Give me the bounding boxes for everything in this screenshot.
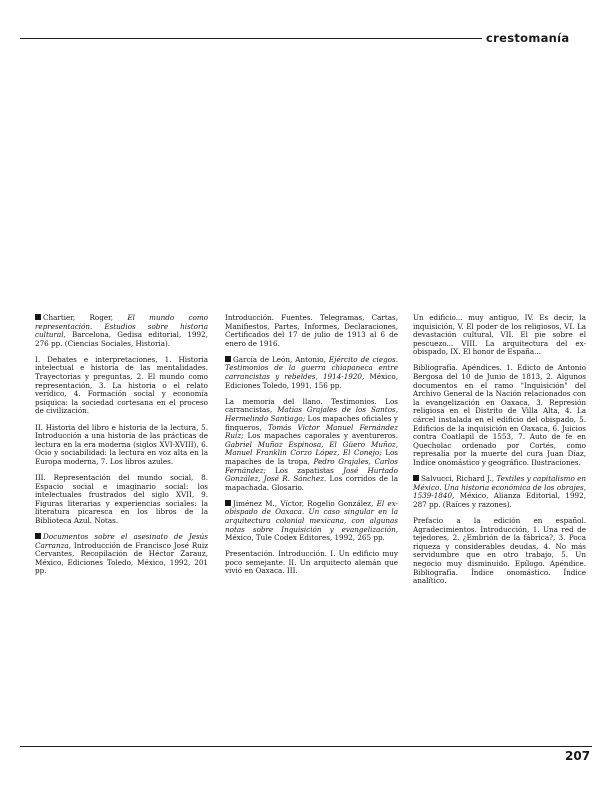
entry-title: Textiles y capitalismo en México. Una historia económica de los obrajes, 1539-1840, — [413, 474, 586, 501]
entry-contents — [225, 550, 398, 576]
entry-author: García de León, Antonio, — [233, 354, 326, 364]
entry-documentos — [35, 533, 208, 576]
entry-contents — [35, 474, 208, 526]
contents-text: Los mapaches oficiales y finqueros, — [225, 413, 398, 432]
entry-publication: Barcelona, Gedisa editorial, 1992, 276 pp. (Ciencias Sociales, Historia). — [35, 330, 208, 348]
contents-documentos: Introducción. Fuentes. Telegramas, Cartas, Manifiestos, Partes, Informes, Declaraciones, Certificados del 17 de julio de 1913 al 6 de enero de 1916. — [225, 313, 398, 348]
header-rule — [20, 38, 482, 39]
entry-contents — [35, 356, 208, 416]
contents-text: Los zapatistas — [275, 465, 334, 475]
entry-publication: Introducción de Francisco José Ruiz Cervantes, Recopilación de Héctor Zarauz, México, Ediciones Toledo, México, 1992, 201 pp. — [35, 540, 208, 576]
entry-citation — [35, 533, 208, 576]
entry-jimenez — [225, 500, 398, 543]
contents-names: Gabriel Muñoz Espinosa, El Güero Muñoz, Manuel Franklin Corzo López, El Conejo; — [225, 439, 398, 458]
bullet-square-icon — [35, 533, 41, 539]
contents-part-2: II. Historia del libro e historia de la lectura, 5. Introducción a una historia de las prácticas de lectura en la era moderna (siglos XVI-XVIII), 6. Ocio y sociabilidad: la lectura en voz alta en la Europa moderna, 7. Los libros azules. — [35, 422, 208, 466]
entry-author: Chartier, Roger, — [43, 313, 114, 322]
entry-publication: México, Ediciones Toledo, 1991, 156 pp. — [225, 372, 398, 390]
entry-title: Documentos sobre el asesinato de Jesús Carranza, — [35, 532, 208, 550]
entry-contents — [35, 424, 208, 467]
entry-contents — [413, 364, 586, 467]
bullet-square-icon — [35, 314, 41, 320]
contents-part-1: I. Debates e interpretaciones, 1. Historia intelectual e historia de las mentalidades. Trayectorias y preguntas, 2. El mundo como representación, 3. La historia o el relato verídico, 4. Formación social y economía psíquica: la sociedad cortesana en el proceso de civilización. — [35, 354, 208, 416]
entry-title: El mundo como representación. Estudios sobre historia cultural, — [35, 313, 208, 340]
entry-author: Salvucci, Richard J., — [421, 474, 495, 484]
contents-jimenez-cont: Un edificio... muy antiguo, IV. Es decir, la inquisición, V. El poder de los religiosos, VI. La devastación cultural, VII. El pie sobre el pescuezo... VIII. La arquitectura del ex-obispado, IX. El honor de España... — [413, 313, 586, 357]
entry-contents — [225, 398, 398, 493]
contents-names: Matías Grajales de los Santos, Hermelindo Santiago; — [225, 405, 398, 423]
contents-jimenez-appendix: Bibliografía. Apéndices. 1. Edicto de Antonio Bergosa del 10 de Junio de 1813, 2. Algunos documentos en el ramo "Inquisición" del Archivo General de la Nación relacionados con la evangelización en Oaxaca, 3. Represión religiosa en el Distrito de Villa Alta, 4. La cárcel instalada en el edificio del obispado, 5. Edificios de la inquisición en Oaxaca, 6. Juicios contra Coatlapil de 1553, 7. Auto de fe en Quecholac ordenado por Cortés, como represalia por la muerte del cura Juan Díaz, Indice onomástico y geográfico. Ilustraciones. — [413, 363, 586, 467]
contents-names: José Hurtado González, José R. Sánchez. — [225, 465, 398, 484]
bullet-square-icon — [225, 500, 231, 506]
contents-names: Tomás Victor Manuel Fernández Ruiz; — [225, 422, 398, 441]
bullet-square-icon — [413, 475, 419, 481]
page-number: 207 — [565, 749, 591, 763]
section-title: crestomanía — [486, 31, 570, 45]
footer-rule — [20, 746, 592, 747]
bullet-square-icon — [225, 356, 231, 362]
contents-text: Los mapaches caporales y aventureros. — [247, 431, 398, 441]
entry-garcia — [225, 356, 398, 390]
entry-title: Ejército de ciegos. Testimonios de la guerra chiapaneca entre carrancistas y rebeldes, 1914-1920, — [225, 354, 398, 382]
entry-contents — [413, 517, 586, 586]
contents-jimenez: Presentación. Introducción. I. Un edificio muy poco semejante. II. Un arquitecto alemán que vivió en Oaxaca. III. — [225, 549, 398, 576]
contents-text: La memoria del llano. Testimonios. Los carrancistas, — [225, 396, 398, 415]
contents-part-3: III. Representación del mundo social, 8. Espacio social e imaginario social: los intelectuales frustrados del siglo XVII, 9. Figuras literarias y experiencias sociales: la literatura picaresca en los libros de la Biblioteca Azul. Notas. — [35, 473, 208, 525]
contents-names: Pedro Grajales, Carlos Fernández; — [225, 456, 398, 475]
entry-contents — [413, 314, 586, 357]
column-2 — [225, 314, 398, 584]
contents-text: Los corridos de la mapachada. Glosario. — [225, 474, 398, 492]
column-1 — [35, 314, 208, 584]
entry-publication: México, Tule Codex Editores, 1992, 265 pp. — [225, 533, 385, 543]
entry-contents — [225, 314, 398, 348]
entry-chartier — [35, 314, 208, 348]
entry-citation — [35, 314, 208, 348]
entry-citation — [225, 500, 398, 543]
entry-salvucci — [413, 475, 586, 509]
entry-publication: México, Alianza Editorial, 1992, 287 pp. (Raíces y razones). — [413, 491, 586, 509]
entry-citation — [413, 475, 586, 509]
column-3 — [413, 314, 586, 593]
entry-author: Jiménez M., Víctor, Rogelio González, — [233, 498, 374, 508]
entry-citation — [225, 356, 398, 390]
contents-text: Los mapaches de la tropa, — [225, 448, 398, 466]
contents-salvucci: Prefacio a la edición en español. Agradecimientos. Introducción, 1. Una red de tejedores, 2. ¿Embrión de la fábrica?, 3. Poca riqueza y considerables deudas, 4. No más servidumbre que en otro trabajo, 5. Un negocio muy disminuido. Epílogo. Apéndice. Bibliografía. Índice onomástico. Índice analítico. — [413, 515, 586, 586]
entry-title: El ex-obispado de Oaxaca. Un caso singular en la arquitectura colonial mexicana, con algunas notas sobre Inquisición y evangelización, — [225, 498, 398, 534]
contents-garcia — [225, 398, 398, 493]
